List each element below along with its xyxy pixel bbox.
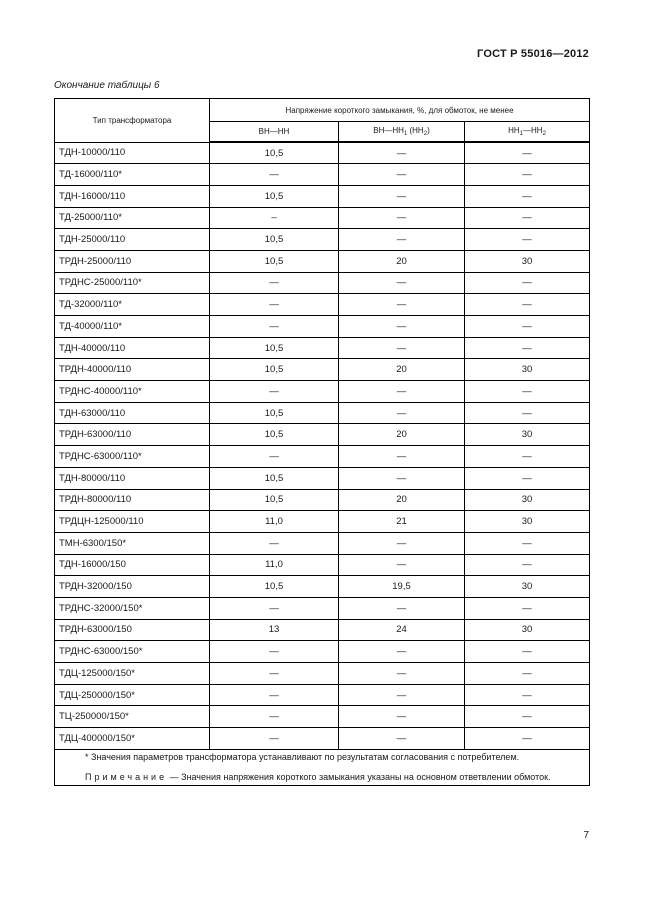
table-row <box>55 728 590 750</box>
transformer-type-cell: ТРДН-40000/110 <box>55 359 210 381</box>
column-header-type: Тип трансформатора <box>55 99 210 143</box>
voltage-value-cell: — <box>210 164 339 186</box>
transformer-type-cell: ТДН-40000/110 <box>55 337 210 359</box>
sub-header-part: 2 <box>542 131 546 137</box>
table-row <box>55 164 590 186</box>
table-row <box>55 597 590 619</box>
voltage-value-cell: — <box>465 402 590 424</box>
voltage-value-cell: 11,0 <box>210 554 339 576</box>
voltage-value-cell: — <box>339 532 465 554</box>
voltage-value-cell: — <box>465 663 590 685</box>
note <box>59 770 585 785</box>
sub-header-part: ВН—НН <box>373 126 404 135</box>
voltage-value-cell: — <box>210 706 339 728</box>
voltage-value-cell: — <box>339 381 465 403</box>
voltage-value-cell: — <box>465 316 590 338</box>
voltage-value-cell: 30 <box>465 619 590 641</box>
voltage-value-cell: 10,5 <box>210 185 339 207</box>
transformer-type-cell: ТЦ-250000/150* <box>55 706 210 728</box>
voltage-value-cell: 10,5 <box>210 229 339 251</box>
voltage-value-cell: — <box>339 597 465 619</box>
voltage-value-cell: — <box>465 229 590 251</box>
voltage-value-cell: — <box>465 554 590 576</box>
voltage-value-cell: — <box>339 337 465 359</box>
table-row <box>55 402 590 424</box>
transformer-type-cell: ТРДН-80000/110 <box>55 489 210 511</box>
transformer-type-cell: ТД-40000/110* <box>55 316 210 338</box>
footnote: * Значения параметров трансформатора устанавливают по результатам согласования с потребителем. <box>85 751 520 762</box>
voltage-value-cell: — <box>339 684 465 706</box>
table-row <box>55 207 590 229</box>
transformer-type-cell: ТМН-6300/150* <box>55 532 210 554</box>
transformer-type-cell: ТДЦ-400000/150* <box>55 728 210 750</box>
page-number: 7 <box>583 830 589 841</box>
sub-header-part: (НН <box>407 126 424 135</box>
voltage-value-cell: — <box>210 641 339 663</box>
voltage-value-cell: — <box>210 684 339 706</box>
table-row <box>55 337 590 359</box>
table-row <box>55 641 590 663</box>
voltage-value-cell: — <box>339 706 465 728</box>
voltage-value-cell: — <box>339 467 465 489</box>
column-header-sub <box>465 122 590 143</box>
table-caption: Окончание таблицы 6 <box>54 80 160 91</box>
voltage-value-cell: 30 <box>465 489 590 511</box>
voltage-value-cell: — <box>339 554 465 576</box>
voltage-value-cell: — <box>465 185 590 207</box>
table-row <box>55 250 590 272</box>
table-row <box>55 381 590 403</box>
transformer-type-cell: ТД-32000/110* <box>55 294 210 316</box>
voltage-value-cell: 10,5 <box>210 489 339 511</box>
voltage-value-cell: 30 <box>465 359 590 381</box>
voltage-value-cell: — <box>210 316 339 338</box>
voltage-value-cell: — <box>339 641 465 663</box>
transformer-type-cell: ТДН-16000/110 <box>55 185 210 207</box>
voltage-value-cell: — <box>465 706 590 728</box>
voltage-value-cell: — <box>465 272 590 294</box>
table-row <box>55 359 590 381</box>
transformer-type-cell: ТДН-25000/110 <box>55 229 210 251</box>
sub-header-part: —НН <box>523 126 543 135</box>
transformer-type-cell: ТРДНС-25000/110* <box>55 272 210 294</box>
voltage-value-cell: 21 <box>339 511 465 533</box>
voltage-value-cell: 20 <box>339 424 465 446</box>
voltage-value-cell: 10,5 <box>210 359 339 381</box>
voltage-value-cell: — <box>465 467 590 489</box>
sub-header-part: 1 <box>519 131 523 137</box>
transformer-type-cell: ТРДНС-63000/110* <box>55 446 210 468</box>
voltage-value-cell: 10,5 <box>210 576 339 598</box>
transformer-type-cell: ТД-16000/110* <box>55 164 210 186</box>
voltage-value-cell: — <box>339 207 465 229</box>
transformer-type-cell: ТДН-63000/110 <box>55 402 210 424</box>
voltage-value-cell: 10,5 <box>210 467 339 489</box>
voltage-value-cell: — <box>465 446 590 468</box>
voltage-value-cell: — <box>210 532 339 554</box>
table-row <box>55 467 590 489</box>
transformer-type-cell: ТДН-80000/110 <box>55 467 210 489</box>
voltage-value-cell: 10,5 <box>210 142 339 164</box>
voltage-value-cell: — <box>465 641 590 663</box>
transformer-type-cell: ТРДНС-40000/110* <box>55 381 210 403</box>
transformer-type-cell: ТРДН-32000/150 <box>55 576 210 598</box>
table-row <box>55 554 590 576</box>
transformer-type-cell: ТРДН-25000/110 <box>55 250 210 272</box>
table-row <box>55 185 590 207</box>
voltage-value-cell: — <box>465 337 590 359</box>
transformer-type-cell: ТДЦ-250000/150* <box>55 684 210 706</box>
table-row <box>55 446 590 468</box>
voltage-value-cell: 24 <box>339 619 465 641</box>
sub-header-part: 1 <box>403 131 408 137</box>
voltage-value-cell: — <box>339 229 465 251</box>
transformer-type-cell: ТДН-16000/150 <box>55 554 210 576</box>
standard-code: ГОСТ Р 55016—2012 <box>477 48 589 60</box>
voltage-value-cell: 13 <box>210 619 339 641</box>
table-row <box>55 272 590 294</box>
voltage-value-cell: — <box>210 294 339 316</box>
transformer-type-cell: ТДЦ-125000/150* <box>55 663 210 685</box>
voltage-value-cell: — <box>465 381 590 403</box>
voltage-value-cell: — <box>465 684 590 706</box>
table-row <box>55 511 590 533</box>
table-row <box>55 663 590 685</box>
transformer-type-cell: ТРДЦН-125000/110 <box>55 511 210 533</box>
table-row <box>55 142 590 164</box>
column-header-group: Напряжение короткого замыкания, %, для обмоток, не менее <box>210 99 590 122</box>
sub-header-part: ВН—НН <box>258 127 290 136</box>
voltage-value-cell: 20 <box>339 250 465 272</box>
voltage-value-cell: — <box>339 142 465 164</box>
voltage-value-cell: — <box>210 272 339 294</box>
voltage-value-cell: — <box>339 663 465 685</box>
voltage-value-cell: — <box>465 164 590 186</box>
voltage-value-cell: — <box>210 381 339 403</box>
transformer-type-cell: ТРДН-63000/150 <box>55 619 210 641</box>
voltage-value-cell: — <box>339 185 465 207</box>
voltage-value-cell: 11,0 <box>210 511 339 533</box>
table-row <box>55 576 590 598</box>
table-row <box>55 294 590 316</box>
voltage-value-cell: — <box>210 728 339 750</box>
table-row <box>55 706 590 728</box>
note-text: — Значения напряжения короткого замыкания указаны на основном ответвлении обмоток. <box>167 771 551 782</box>
voltage-value-cell: 30 <box>465 424 590 446</box>
column-header-sub <box>210 122 339 143</box>
sub-header-part: НН <box>508 126 520 135</box>
voltage-value-cell: — <box>210 663 339 685</box>
voltage-value-cell: 30 <box>465 511 590 533</box>
voltage-value-cell: 10,5 <box>210 337 339 359</box>
voltage-value-cell: 30 <box>465 250 590 272</box>
voltage-value-cell: — <box>339 728 465 750</box>
table-row <box>55 229 590 251</box>
table-row <box>55 489 590 511</box>
data-table <box>54 98 590 786</box>
table-row <box>55 424 590 446</box>
voltage-value-cell: — <box>339 294 465 316</box>
table-row <box>55 532 590 554</box>
voltage-value-cell: 20 <box>339 359 465 381</box>
transformer-type-cell: ТРДН-63000/110 <box>55 424 210 446</box>
voltage-value-cell: – <box>210 207 339 229</box>
sub-header-part: 2 <box>423 131 428 137</box>
voltage-value-cell: 20 <box>339 489 465 511</box>
transformer-type-cell: ТРДНС-32000/150* <box>55 597 210 619</box>
voltage-value-cell: — <box>210 446 339 468</box>
voltage-value-cell: — <box>465 597 590 619</box>
transformer-type-cell: ТРДНС-63000/150* <box>55 641 210 663</box>
voltage-value-cell: 30 <box>465 576 590 598</box>
sub-header-part: ) <box>427 126 430 135</box>
voltage-value-cell: 19,5 <box>339 576 465 598</box>
voltage-value-cell: — <box>210 597 339 619</box>
transformer-type-cell: ТДН-10000/110 <box>55 142 210 164</box>
note-label: Примечание <box>85 771 168 782</box>
voltage-value-cell: — <box>465 532 590 554</box>
table-row <box>55 684 590 706</box>
column-header-sub <box>339 122 465 143</box>
voltage-value-cell: — <box>339 402 465 424</box>
voltage-value-cell: — <box>465 142 590 164</box>
voltage-value-cell: 10,5 <box>210 424 339 446</box>
voltage-value-cell: — <box>465 207 590 229</box>
voltage-value-cell: — <box>465 294 590 316</box>
voltage-value-cell: — <box>339 446 465 468</box>
voltage-value-cell: — <box>465 728 590 750</box>
voltage-value-cell: 10,5 <box>210 402 339 424</box>
voltage-value-cell: — <box>339 164 465 186</box>
table-row <box>55 316 590 338</box>
table-row <box>55 619 590 641</box>
voltage-value-cell: — <box>339 316 465 338</box>
voltage-value-cell: 10,5 <box>210 250 339 272</box>
transformer-type-cell: ТД-25000/110* <box>55 207 210 229</box>
table-notes <box>55 749 590 785</box>
voltage-value-cell: — <box>339 272 465 294</box>
